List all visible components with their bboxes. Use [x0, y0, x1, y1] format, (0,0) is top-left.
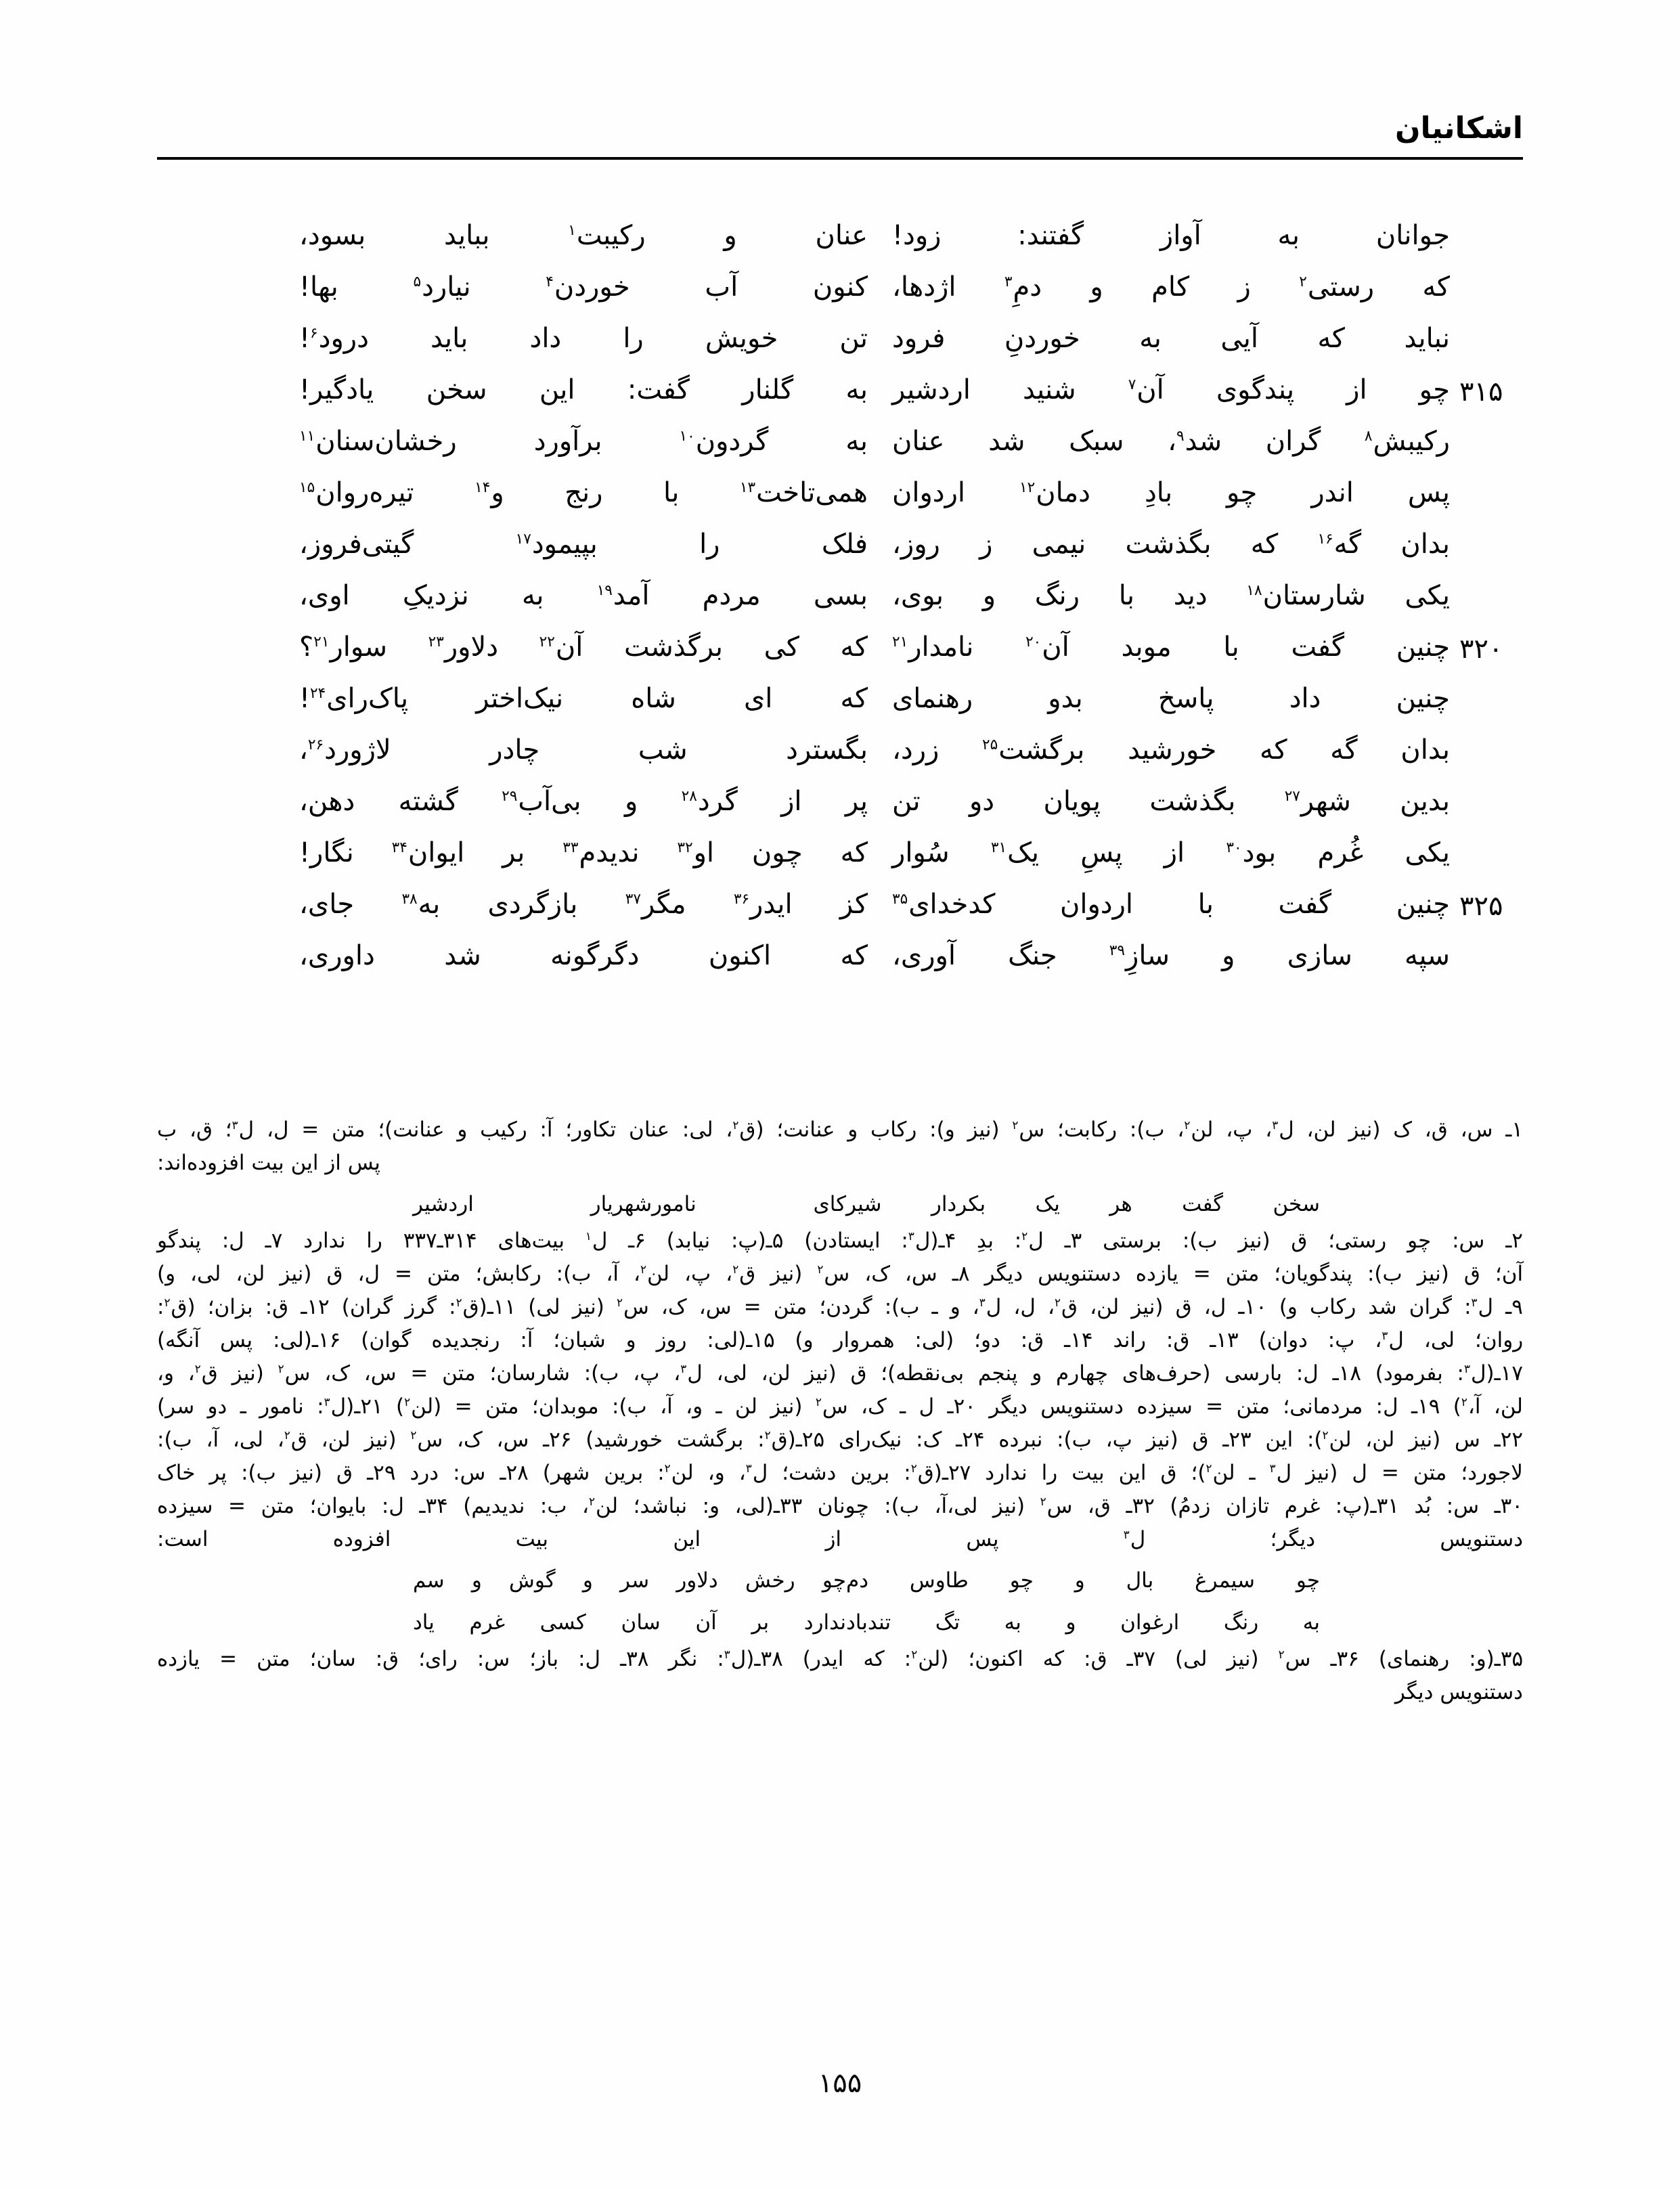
running-head-title: اشکانیان — [1394, 111, 1523, 146]
apparatus-line: ۳۰ـ س: بُد ۳۱ـ(پ: غرم تازان زدمُ) ۳۲ـ ق، س$^۲$ (نیز لی،آ، ب): چونان ۳۳ـ(لی، و: نباشد؛ لن$^۲$، ب: ندیدیم) ۳۴ـ ل: بایوان؛ متن = سیزده — [157, 1494, 1523, 1518]
hemistich-right: که رستی$^۲$ ز کام و دمِ$^۳$ اژدها، — [892, 271, 1450, 303]
verse-line-number — [1450, 474, 1523, 479]
verse-couplet — [157, 680, 1523, 731]
hemistich-left: بگسترد شب چادر لاژورد$^{۲۶}$، — [299, 734, 868, 766]
verse-couplet — [157, 525, 1523, 577]
apparatus-line: لاجورد؛ متن = ل (نیز ل$^۳$ ـ لن$^۲$)؛ ق این بیت را ندارد ۲۷ـ(ق$^۲$: برین دشت؛ ل$^۳$، و، لن$^۲$: برین شهر) ۲۸ـ س: درد ۲۹ـ ق (نیز ب): پر خاک — [157, 1461, 1523, 1485]
verse-line-number — [1450, 731, 1523, 736]
inserted-hemistich-left: کای نامورشهریار اردشیر — [413, 1192, 846, 1216]
verse-line-number: ۳۲۵ — [1459, 891, 1503, 922]
verse-couplet — [157, 885, 1523, 937]
verse-line-number — [1450, 834, 1523, 839]
hemistich-left: عنان و رکیبت$^۱$ بباید بسود، — [299, 220, 868, 251]
running-head — [157, 111, 1523, 168]
hemistich-left: که اکنون دگرگونه شد داوری، — [299, 940, 868, 971]
verse-couplet — [157, 782, 1523, 834]
verse-line-number — [1450, 319, 1523, 325]
verse-line-number: ۳۱۵ — [1459, 376, 1503, 407]
hemistich-left: همی‌تاخت$^{۱۳}$ با رنج و$^{۱۴}$ تیره‌روان$^{۱۵}$ — [299, 477, 868, 508]
hemistich-right: یکی غُرم بود$^{۳۰}$ از پسِ یک$^{۳۱}$ سُوار — [892, 837, 1451, 868]
verse-line-number — [1450, 782, 1523, 788]
hemistich-right: چنین گفت با موبد آن$^{۲۰}$ نامدار$^{۲۱}$ — [892, 632, 1451, 663]
apparatus-line: ۲ـ س: چو رستی؛ ق (نیز ب): برستی ۳ـ ل$^۲$: بدِ ۴ـ(ل$^۳$: ایستادن) ۵ـ(پ: نیابد) ۶ـ ل$^۱$ بیت‌های ۳۱۴ـ۳۳۷ را ندارد ۷ـ ل: پندگو — [157, 1229, 1523, 1253]
inserted-hemistich-left: ندارد بر آن سان کسی غرم یاد — [413, 1610, 847, 1635]
verse-line-number — [1450, 525, 1523, 531]
apparatus-line: ۲۲ـ س (نیز لن، لن$^۲$): این ۲۳ـ ق (نیز پ، ب): نبرده ۲۴ـ ک: نیک‌رای ۲۵ـ(ق$^۲$: برگشت خورشید) ۲۶ـ س، ک، س$^۲$ (نیز لن، ق$^۲$، لی، آ، ب): — [157, 1428, 1523, 1452]
inserted-hemistich-right: چو سیمرغ بال و چو طاوس دم — [846, 1568, 1321, 1593]
hemistich-right: پس اندر چو بادِ دمان$^{۱۲}$ اردوان — [892, 477, 1450, 508]
apparatus-line: ۱ـ س، ق، ک (نیز لن، ل$^۳$، پ، لن$^۲$، ب): رکابت؛ س$^۲$ (نیز و): رکاب و عنانت؛ (ق$^۲$، لی: عنان تکاور؛ آ: رکیب و عنانت)؛ متن = ل، ل$^۳$؛ ق، ب — [157, 1118, 1523, 1142]
hemistich-right: سپه سازی و سازِ$^{۳۹}$ جنگ آوری، — [892, 940, 1451, 971]
apparatus-inserted-couplet — [157, 1563, 1523, 1598]
apparatus-inserted-couplet — [157, 1605, 1523, 1640]
hemistich-left: پر از گرد$^{۲۸}$ و بی‌آب$^{۲۹}$ گشته دهن، — [299, 786, 868, 817]
verse-line-number — [1450, 937, 1523, 942]
apparatus-inserted-couplet — [157, 1187, 1523, 1222]
verse-couplet — [157, 474, 1523, 525]
verse-line-number: ۳۲۰ — [1459, 634, 1503, 665]
inserted-hemistich-right: به رنگ ارغوان و به تگ تندباد — [846, 1610, 1320, 1635]
hemistich-right: بدین شهر$^{۲۷}$ بگذشت پویان دو تن — [892, 786, 1450, 817]
apparatus-line: ۱۷ـ(ل$^۳$: بفرمود) ۱۸ـ ل: بارسی (حرف‌های چهارم و پنجم بی‌نقطه)؛ ق (نیز لن، لی، ل$^۳$، پ، ب): شارسان؛ متن = س، ک، س$^۲$ (نیز ق$^۲$، و، — [157, 1361, 1523, 1386]
verse-block — [157, 217, 1523, 1029]
apparatus-line: آن؛ ق (نیز ب): پندگویان؛ متن = یازده دستنویس دیگر ۸ـ س، ک، س$^۲$ (نیز ق$^۲$، پ، لن$^۲$، آ، ب): رکابش؛ متن = ل، ق (نیز لن، لی، و) — [157, 1262, 1524, 1286]
hemistich-left: که کی برگذشت آن$^{۲۲}$ دلاور$^{۲۳}$ سوار$^{۲۱}$؟ — [299, 632, 868, 663]
apparatus-line: دستنویس دیگر — [1394, 1680, 1523, 1704]
verse-line-number — [1450, 268, 1523, 273]
verse-couplet — [157, 268, 1523, 319]
verse-couplet — [157, 319, 1523, 371]
verse-line-number — [1450, 217, 1523, 222]
hemistich-right: رکیبش$^۸$ گران شد$^۹$، سبک شد عنان — [892, 426, 1450, 457]
hemistich-left: به گردون$^{۱۰}$ برآورد رخشان‌سنان$^{۱۱}$ — [299, 426, 868, 457]
hemistich-right: یکی شارستان$^{۱۸}$ دید با رنگ و بوی، — [892, 580, 1451, 611]
folio-number: ۱۵۵ — [818, 2068, 862, 2099]
hemistich-left: تن خویش را داد باید درود$^۶$! — [299, 323, 868, 354]
inserted-hemistich-right: سخن گفت هر یک بکردار شیر — [846, 1192, 1321, 1216]
verse-couplet — [157, 217, 1523, 268]
verse-line-number — [1450, 680, 1523, 685]
hemistich-right: چنین داد پاسخ بدو رهنمای — [892, 683, 1450, 714]
verse-couplet — [157, 731, 1523, 782]
hemistich-left: کز ایدر$^{۳۶}$ مگر$^{۳۷}$ بازگردی به$^{۳۸}$ جای، — [299, 889, 868, 920]
apparatus-line: لن، آ،$^۲$) ۱۹ـ ل: مردمانی؛ متن = سیزده دستنویس دیگر ۲۰ـ ل ـ ک، س$^۲$ (نیز لن ـ و، آ، ب): موبدان؛ متن = (لن$^۲$) ۲۱ـ(ل$^۳$: نامور ـ دو سر) — [157, 1394, 1523, 1419]
verse-couplet — [157, 422, 1523, 474]
verse-couplet — [157, 371, 1523, 422]
hemistich-right: جوانان به آواز گفتند: زود! — [892, 220, 1451, 251]
verse-couplet — [157, 834, 1523, 885]
hemistich-right: چو از پندگوی آن$^۷$ شنید اردشیر — [892, 374, 1451, 405]
hemistich-left: کنون آب خوردن$^۴$ نیارد$^۵$ بها! — [299, 271, 868, 303]
hemistich-right: چنین گفت با اردوان کدخدای$^{۳۵}$ — [892, 889, 1451, 920]
apparatus-line: ۹ـ ل$^۳$: گران شد رکاب و) ۱۰ـ ل، ق (نیز لن، ق$^۲$، ل، ل$^۳$، و ـ ب): گردن؛ متن = س، ک، س$^۲$ (نیز لی) ۱۱ـ(ق$^۲$: گرز گران) ۱۲ـ ق: بزان؛ (ق$^۲$: — [157, 1295, 1523, 1319]
hemistich-left: به گلنار گفت: این سخن یادگیر! — [299, 374, 868, 405]
critical-apparatus — [157, 1113, 1523, 1709]
hemistich-left: بسی مردم آمد$^{۱۹}$ به نزدیکِ اوی، — [299, 580, 868, 611]
header-divider-rule — [157, 157, 1523, 160]
hemistich-right: بدان گه$^{۱۶}$ که بگذشت نیمی ز روز، — [892, 529, 1451, 560]
verse-couplet — [157, 937, 1523, 988]
apparatus-note-lead: پس از این بیت افزوده‌اند: — [157, 1151, 380, 1175]
apparatus-line: ۳۵ـ(و: رهنمای) ۳۶ـ س$^۲$ (نیز لی) ۳۷ـ ق: که اکنون؛ (لن$^۲$: که ایدر) ۳۸ـ(ل$^۳$: نگر ۳۸ـ ل: باز؛ س: رای؛ ق: سان؛ متن = یازده — [157, 1647, 1524, 1671]
verse-couplet — [157, 577, 1523, 628]
hemistich-right: بدان گه که خورشید برگشت$^{۲۵}$ زرد، — [892, 734, 1450, 766]
apparatus-line: روان؛ لی، ل$^۳$، پ: دوان) ۱۳ـ ق: راند ۱۴ـ ق: دو؛ (لی: همروار و) ۱۵ـ(لی: روز و شبان؛ آ: رنجدیده گوان) ۱۶ـ(لی: پس آنگه) — [157, 1328, 1524, 1352]
apparatus-line: دستنویس دیگر؛ ل$^۳$ پس از این بیت افزوده است: — [157, 1527, 1524, 1551]
hemistich-right: نباید که آیی به خوردنِ فرود — [892, 323, 1451, 354]
hemistich-left: فلک را بپیمود$^{۱۷}$ گیتی‌فروز، — [299, 529, 868, 560]
hemistich-left: که ای شاه نیک‌اختر پاک‌رای$^{۲۴}$! — [299, 683, 868, 714]
verse-line-number — [1450, 422, 1523, 428]
hemistich-left: که چون او$^{۳۲}$ ندیدم$^{۳۳}$ بر ایوان$^{۳۴}$ نگار! — [299, 837, 868, 868]
inserted-hemistich-left: چو رخش دلاور سر و گوش و سم — [413, 1568, 846, 1593]
verse-couplet — [157, 628, 1523, 680]
verse-line-number — [1450, 577, 1523, 582]
